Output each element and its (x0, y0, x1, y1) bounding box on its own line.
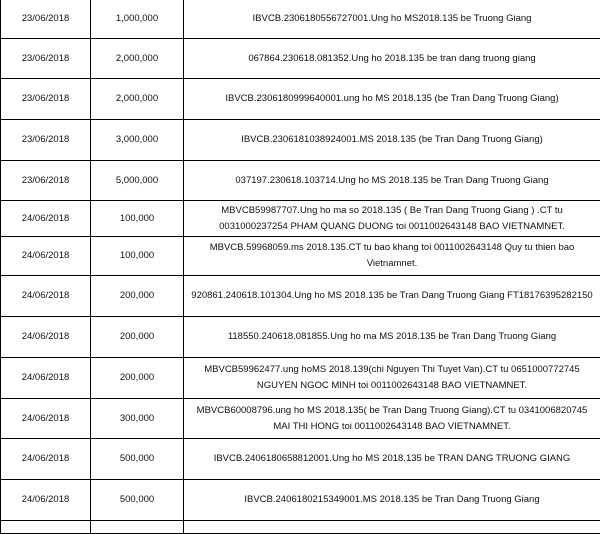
table-row (1, 201, 600, 237)
description-cell: IBVCB.2306180556727001.Ung ho MS2018.135 be Truong Giang (184, 0, 600, 39)
date-cell: 23/06/2018 (1, 120, 91, 161)
description-cell: IBVCB.2306180999640001.ung ho MS 2018.135 (be Tran Dang Truong Giang) (184, 79, 600, 120)
date-cell (1, 521, 91, 534)
description-cell (184, 521, 600, 534)
description-cell: MBVCB59962477.ung hoMS 2018.139(chi Nguyen Thi Tuyet Van).CT tu 0651000772745 NGUYEN NGOC MINH toi 0011002643148 BAO VIETNAMNET. (184, 358, 600, 399)
table-row (1, 39, 600, 79)
table-row (1, 439, 600, 480)
amount-cell: 5,000,000 (91, 161, 184, 201)
description-cell: IBVCB.2406180658812001.Ung ho MS 2018.135 be TRAN DANG TRUONG GIANG (184, 439, 600, 480)
table-row (1, 161, 600, 201)
amount-cell (91, 521, 184, 534)
amount-cell: 100,000 (91, 201, 184, 237)
amount-cell: 500,000 (91, 480, 184, 521)
date-cell: 24/06/2018 (1, 276, 91, 317)
amount-cell: 200,000 (91, 317, 184, 358)
table-row (1, 480, 600, 521)
description-cell: MBVCB60008796.ung ho MS 2018.135( be Tran Dang Truong Giang).CT tu 0341006820745 MAI THI HONG toi 0011002643148 BAO VIETNAMNET. (184, 399, 600, 439)
amount-cell: 500,000 (91, 439, 184, 480)
date-cell: 24/06/2018 (1, 439, 91, 480)
date-cell: 23/06/2018 (1, 161, 91, 201)
table-row (1, 120, 600, 161)
amount-cell: 100,000 (91, 237, 184, 276)
table-row (1, 79, 600, 120)
description-cell: 067864.230618.081352.Ung ho 2018.135 be tran dang truong giang (184, 39, 600, 79)
table-row (1, 358, 600, 399)
date-cell: 24/06/2018 (1, 358, 91, 399)
description-cell: MBVCB.59968059.ms 2018.135.CT tu bao khang toi 0011002643148 Quy tu thien bao Vietnamnet. (184, 237, 600, 276)
amount-cell: 200,000 (91, 358, 184, 399)
description-cell: IBVCB.2306181038924001.MS 2018.135 (be Tran Dang Truong Giang) (184, 120, 600, 161)
description-cell: 920861.240618.101304.Ung ho MS 2018.135 be Tran Dang Truong Giang FT18176395282150 (184, 276, 600, 317)
amount-cell: 200,000 (91, 276, 184, 317)
amount-cell: 2,000,000 (91, 39, 184, 79)
amount-cell: 3,000,000 (91, 120, 184, 161)
amount-cell: 300,000 (91, 399, 184, 439)
date-cell: 24/06/2018 (1, 237, 91, 276)
amount-cell: 2,000,000 (91, 79, 184, 120)
description-cell: MBVCB59987707.Ung ho ma so 2018.135 ( Be Tran Dang Truong Giang ) .CT tu 0031000237254 PHAM QUANG DUONG toi 0011002643148 BAO VIETNAMNET. (184, 201, 600, 237)
description-cell: 037197.230618.103714.Ung ho MS 2018.135 be Tran Dang Truong Giang (184, 161, 600, 201)
table-row (1, 276, 600, 317)
date-cell: 23/06/2018 (1, 39, 91, 79)
date-cell: 24/06/2018 (1, 201, 91, 237)
description-cell: IBVCB.2406180215349001.MS 2018.135 be Tran Dang Truong Giang (184, 480, 600, 521)
date-cell: 24/06/2018 (1, 480, 91, 521)
table-row (1, 0, 600, 39)
table-row (1, 399, 600, 439)
date-cell: 24/06/2018 (1, 317, 91, 358)
table-row (1, 317, 600, 358)
amount-cell: 1,000,000 (91, 0, 184, 39)
table-row (1, 237, 600, 276)
description-cell: 118550.240618.081855.Ung ho ma MS 2018.135 be Tran Dang Truong Giang (184, 317, 600, 358)
date-cell: 23/06/2018 (1, 0, 91, 39)
date-cell: 24/06/2018 (1, 399, 91, 439)
date-cell: 23/06/2018 (1, 79, 91, 120)
table-row (1, 521, 600, 534)
